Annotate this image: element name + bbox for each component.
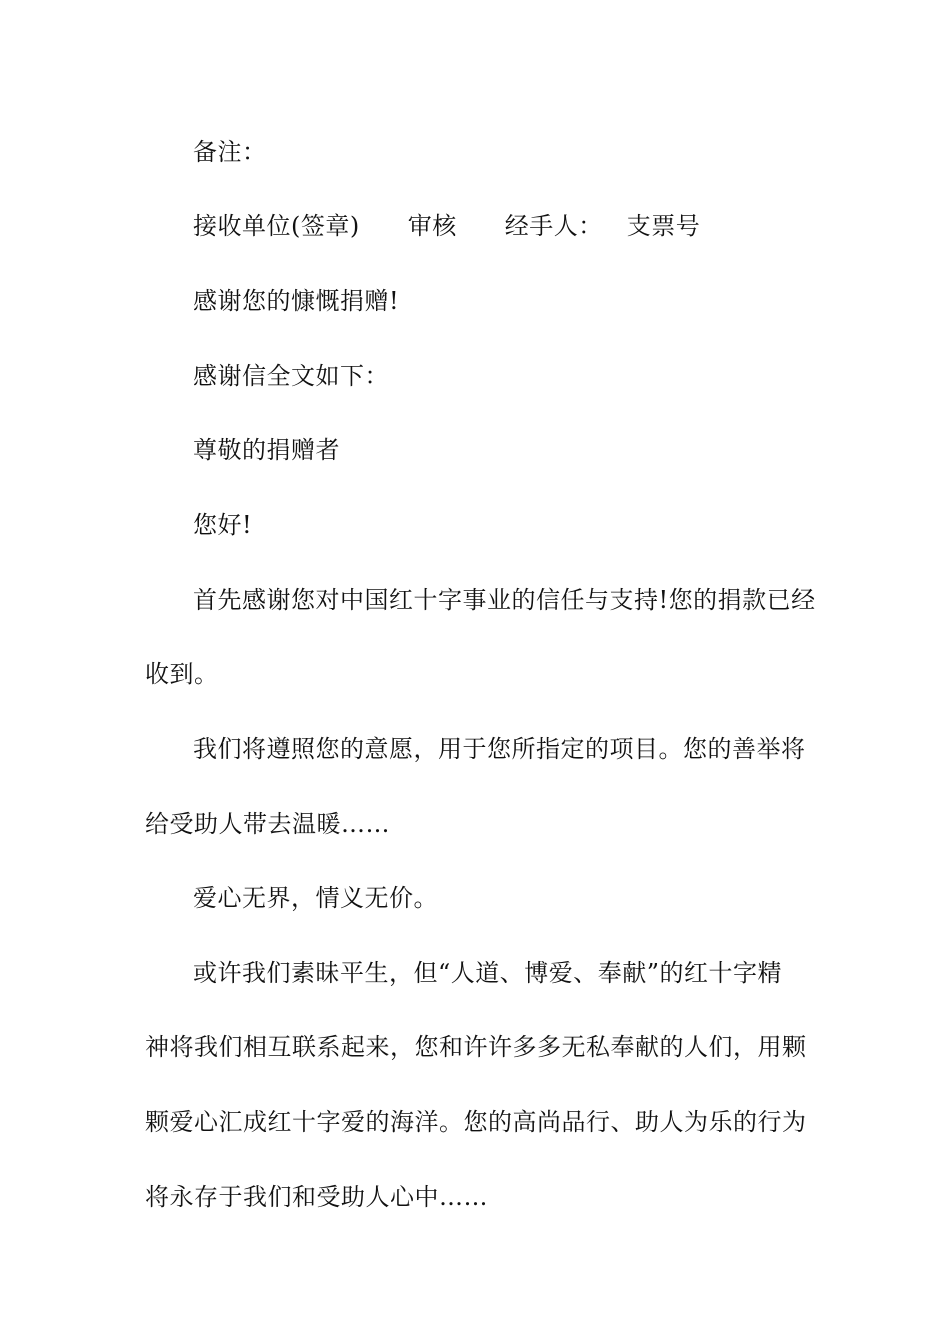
paragraph-4-line-3: 颗爱心汇成红十字爱的海洋。您的高尚品行、助人为乐的行为 xyxy=(145,1108,807,1136)
paragraph-4-line-4: 将永存于我们和受助人心中…… xyxy=(145,1183,488,1211)
paragraph-4-line-2: 神将我们相互联系起来，您和许许多多无私奉献的人们，用颗 xyxy=(145,1033,807,1061)
receiver-field-label: 接收单位(签章) xyxy=(193,212,360,240)
handler-field-label: 经手人： xyxy=(504,212,603,240)
cheque-field-label: 支票号 xyxy=(626,212,701,240)
paragraph-4-line-1: 或许我们素昧平生，但“人道、博爱、奉献”的红十字精 xyxy=(193,959,783,987)
salutation: 尊敬的捐赠者 xyxy=(193,436,340,464)
paragraph-2-line-2: 给受助人带去温暖…… xyxy=(145,810,390,838)
thanks-line: 感谢您的慷慨捐赠! xyxy=(193,287,400,315)
paragraph-2-line-1: 我们将遵照您的意愿，用于您所指定的项目。您的善举将 xyxy=(193,735,806,763)
paragraph-1-line-2: 收到。 xyxy=(145,660,219,688)
paragraph-1-line-1: 首先感谢您对中国红十字事业的信任与支持!您的捐款已经 xyxy=(193,586,816,614)
letter-intro: 感谢信全文如下： xyxy=(193,362,389,390)
review-field-label: 审核 xyxy=(407,212,457,240)
paragraph-3-line-1: 爱心无界，情义无价。 xyxy=(193,884,438,912)
greeting: 您好! xyxy=(193,511,253,539)
remark-label: 备注： xyxy=(193,138,267,166)
footer-fields xyxy=(193,210,810,242)
